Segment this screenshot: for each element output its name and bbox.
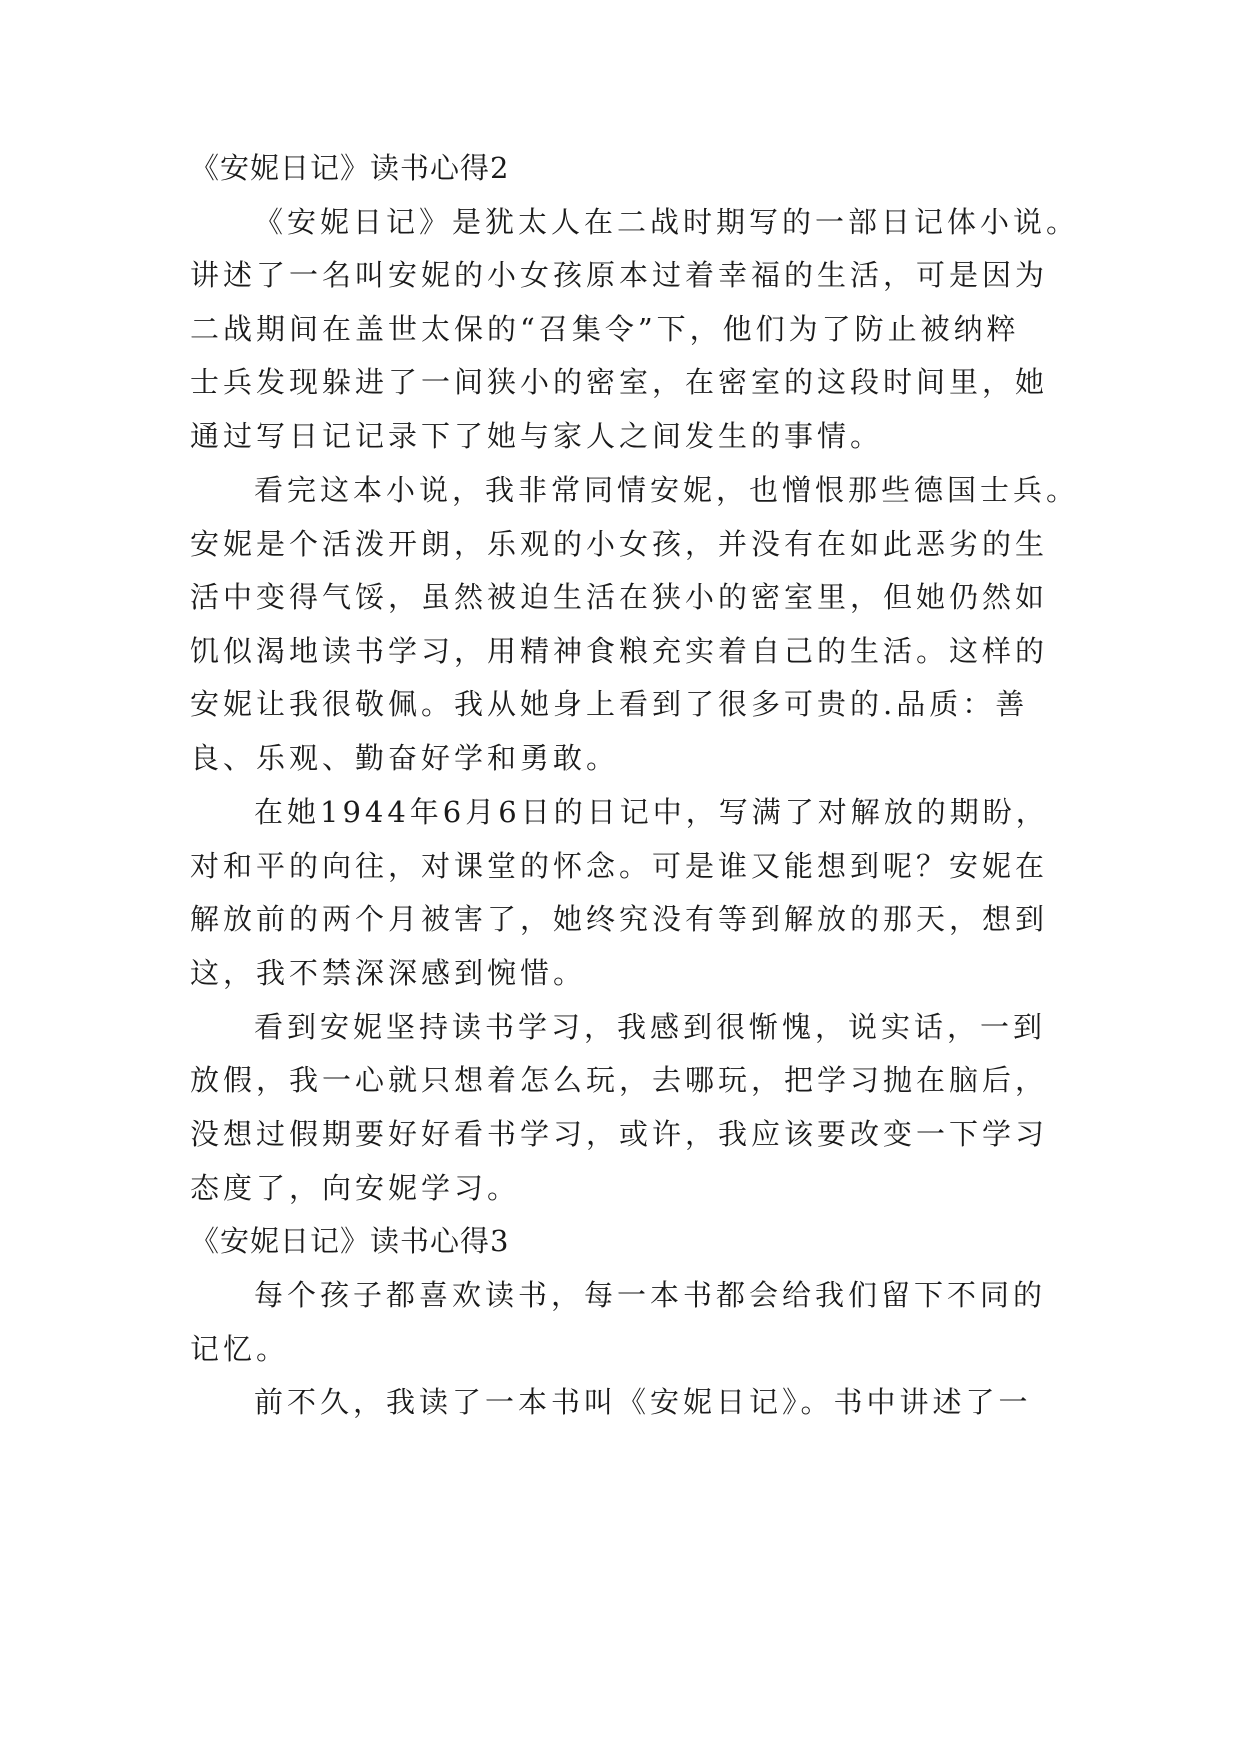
section-title: 《安妮日记》读书心得2 [190,151,510,185]
text-line: 前不久，我读了一本书叫《安妮日记》。书中讲述了一 [254,1385,1032,1419]
text-line: 良、乐观、勤奋好学和勇敢。 [190,741,620,775]
text-line: 记忆。 [190,1332,290,1366]
text-line: 看完这本小说，我非常同情安妮，也憎恨那些德国士兵。 [254,473,1080,507]
text-line: 解放前的两个月被害了，她终究没有等到解放的那天，想到 [190,902,1049,936]
text-line: 对和平的向往，对课堂的怀念。可是谁又能想到呢？安妮在 [190,849,1049,883]
text-line: 士兵发现躲进了一间狭小的密室，在密室的这段时间里，她 [190,365,1049,399]
text-line: 二战期间在盖世太保的“召集令”下，他们为了防止被纳粹 [190,312,1020,346]
text-line: 没想过假期要好好看书学习，或许，我应该要改变一下学习 [190,1117,1049,1151]
text-line: 每个孩子都喜欢读书，每一本书都会给我们留下不同的 [254,1278,1047,1312]
text-line: 安妮让我很敬佩。我从她身上看到了很多可贵的.品质：善 [190,687,1029,721]
text-line: 活中变得气馁，虽然被迫生活在狭小的密室里，但她仍然如 [190,580,1049,614]
section-title: 《安妮日记》读书心得3 [190,1224,510,1258]
text-line: 通过写日记记录下了她与家人之间发生的事情。 [190,419,884,453]
text-line: 安妮是个活泼开朗，乐观的小女孩，并没有在如此恶劣的生 [190,527,1049,561]
text-line: 在她1944年6月6日的日记中，写满了对解放的期盼， [254,795,1049,829]
text-line: 态度了，向安妮学习。 [190,1171,521,1205]
text-line: 放假，我一心就只想着怎么玩，去哪玩，把学习抛在脑后， [190,1063,1049,1097]
text-line: 讲述了一名叫安妮的小女孩原本过着幸福的生活，可是因为 [190,258,1049,292]
text-line: 这，我不禁深深感到惋惜。 [190,956,587,990]
text-line: 饥似渴地读书学习，用精神食粮充实着自己的生活。这样的 [190,634,1049,668]
text-line: 看到安妮坚持读书学习，我感到很惭愧，说实话，一到 [254,1010,1047,1044]
text-line: 《安妮日记》是犹太人在二战时期写的一部日记体小说。 [254,205,1080,239]
